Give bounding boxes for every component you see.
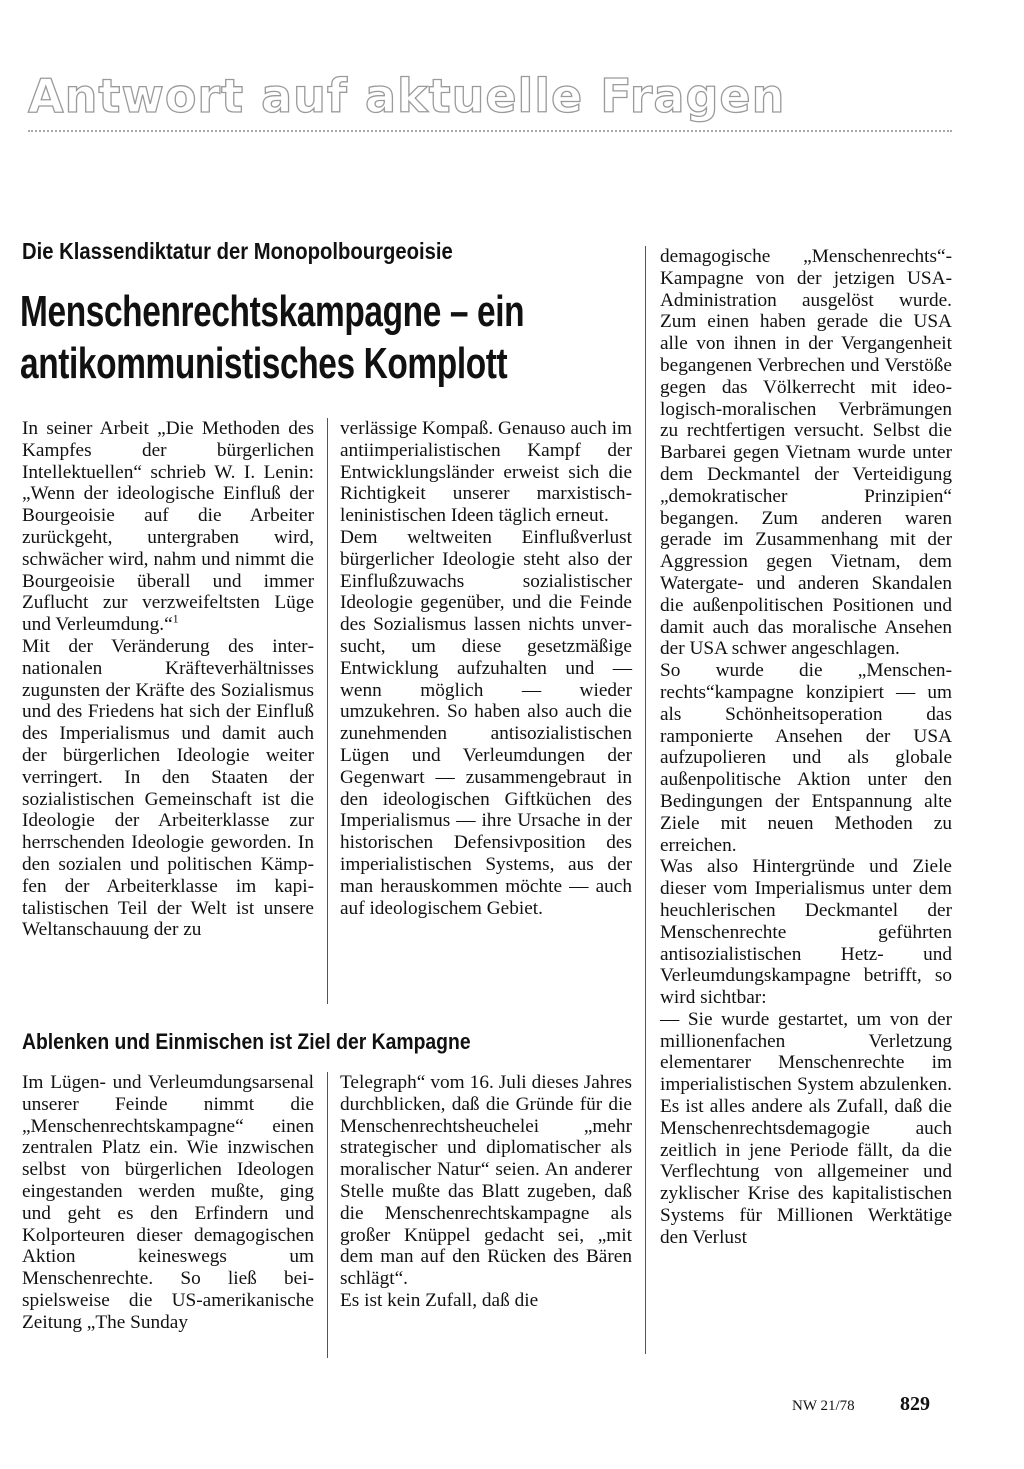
headline-line: antikommunistisches Komplott xyxy=(20,339,508,388)
article-kicker: Die Klassendiktatur der Monopolbourgeoisie xyxy=(22,238,453,264)
section-banner: Antwort auf aktuelle Fragen xyxy=(28,69,786,123)
text-column-2 xyxy=(340,418,632,919)
paragraph: Mit der Veränderung des internationalen Kräfteverhältnisses zugunsten der Kräfte des Sozialismus und des Friedens hat sich der Einfluß des Imperialismus und damit auch der bürgerlichen Ideologie weiter verringert. In den Staaten der sozialistischen Gemeinschaft ist die Ideologie der Arbeiterklasse zur herrschenden Ideologie geworden. In den sozialen und politischen Kämpfen der Arbeiterklasse im kapitalistischen Teil der Welt ist unsere Weltanschauung der zu xyxy=(22,635,314,941)
paragraph: Es ist kein Zufall, daß die xyxy=(340,1289,539,1311)
paragraph: Was also Hintergründe und Ziele dieser vom Imperialismus unter dem heuchlerischen Deckmantel der Menschenrechte geführten antisozialistischen Hetz- und Verleumdungskampagne betrifft, so wird sichtbar: xyxy=(660,856,952,1009)
paragraph: So wurde die „Menschenrechts“kampagne konzipiert — um als Schönheitsoperation das ramponierte Ansehen der USA aufzupolieren und als globale außenpolitische Aktion unter den Bedingungen der Entspannung alte Ziele mit neuen Methoden zu erreichen. xyxy=(660,660,952,856)
section-subhead: Ablenken und Einmischen ist Ziel der Kampagne xyxy=(22,1029,471,1054)
text-column-5 xyxy=(340,1072,632,1312)
text-column-1 xyxy=(22,418,314,941)
headline-line: Menschenrechtskampagne – ein xyxy=(20,287,525,336)
column-divider xyxy=(327,418,328,1004)
article-headline xyxy=(20,286,552,390)
text-column-4 xyxy=(22,1072,314,1334)
paragraph: verlässige Kompaß. Genauso auch im antiimperialistischen Kampf der Entwicklungsländer erweist sich die Richtigkeit unserer marxistisch-leninistischen Ideen täglich erneut. xyxy=(340,418,632,527)
column-divider xyxy=(645,246,646,1354)
text-column-3 xyxy=(660,246,952,1249)
paragraph: Dem weltweiten Einflußverlust bürgerlicher Ideologie steht also der Einflußzuwachs sozialistischer Ideologie gegenüber, und die Feinde des Sozialismus lassen nichts unversucht, um diese gesetzmäßige Entwicklung aufzuhalten und — wenn möglich — wieder umzukehren. So haben also auch die zunehmenden antisozialistischen Lügen und Verleumdungen der Gegenwart — zusammengebraut in den ideologischen Giftküchen des Imperialismus — ihre Ursache in der historischen Defensivposition des imperialistischen Systems, aus der man herauskommen möchte — auch auf ideologischem Gebiet. xyxy=(340,526,632,919)
paragraph xyxy=(22,418,314,636)
lenin-quote: In seiner Arbeit „Die Methoden des Kampfes der bürgerlichen Intellektuellen“ schrieb W. I. Lenin: „Wenn der ideologische Einfluß der Bourgeoisie auf die Arbeiter zurückgeht, untergraben wird, schwächer wird, nahm und nimmt die Bourgeoisie überall und immer Zuflucht zur verzweifeltsten Lüge und Verleumdung.“ xyxy=(22,418,314,636)
page-number: 829 xyxy=(900,1393,930,1415)
footnote-mark: 1 xyxy=(172,611,179,626)
paragraph: demagogische „Menschenrechts“-Kampagne von der jetzigen USA-Administration ausgelöst wurde. Zum einen haben gerade die USA alle von ihnen in der Vergangenheit begangenen Verbrechen und Verstöße gegen das Völkerrecht mit ideologisch-moralischen Verbrämungen zu rechtfertigen versucht. Selbst die Barbarei gegen Vietnam wurde unter dem Deckmantel der Verteidigung „demokratischer Prinzipien“ begangen. Zum anderen waren gerade im Zusammenhang mit der Aggression gegen Vietnam, dem Watergate- und anderen Skandalen die außenpolitischen Positionen und damit auch das moralische Ansehen der USA schwer angeschlagen. xyxy=(660,246,952,660)
paragraph: Telegraph“ vom 16. Juli dieses Jahres durchblicken, daß die Gründe für die Menschenrechtsheuchelei „mehr strategischer und diplomatischer als moralischer Natur“ seien. An anderer Stelle mußte das Blatt zugeben, daß die Menschenrechtskampagne als großer Knüppel gedacht sei, „mit dem man auf den Rücken des Bären schlägt“. xyxy=(340,1072,632,1290)
column-divider xyxy=(327,1072,328,1358)
banner-divider xyxy=(28,130,952,132)
paragraph: — Sie wurde gestartet, um von der millionenfachen Verletzung elementarer Menschenrechte im imperialistischen System abzulenken. Es ist alles andere als Zufall, daß die Menschenrechtsdemagogie auch zeitlich in jene Periode fällt, da die Verflechtung von allgemeiner und zyklischer Krise des kapitalistischen Systems für Millionen Werktätige den Verlust xyxy=(660,1008,952,1248)
paragraph: Im Lügen- und Verleumdungsarsenal unserer Feinde nimmt die „Menschenrechtskampagne“ einen zentralen Platz ein. Wie inzwischen selbst von bürgerlichen Ideologen eingestanden werden mußte, ging und geht es den Erfindern und Kolporteuren dieser demagogischen Aktion keineswegs um Menschenrechte. So ließ beispielsweise die US-amerikanische Zeitung „The Sunday xyxy=(22,1072,314,1333)
issue-label: NW 21/78 xyxy=(792,1398,855,1414)
